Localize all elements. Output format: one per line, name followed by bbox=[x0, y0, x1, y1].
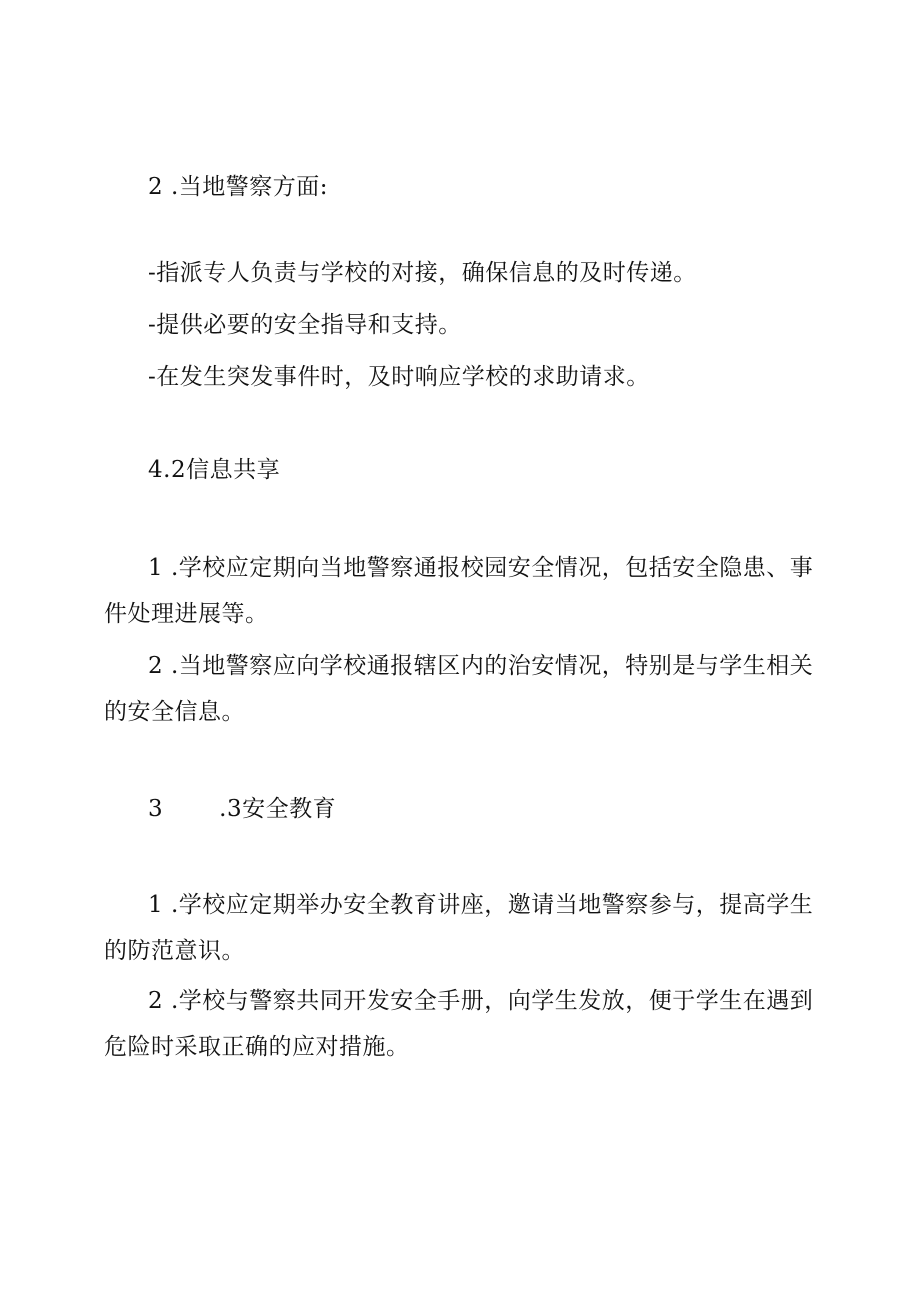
police-item: -在发生突发事件时，及时响应学校的求助请求。 bbox=[148, 364, 650, 390]
police-item: -指派专人负责与学校的对接，确保信息的及时传递。 bbox=[148, 260, 697, 286]
info-sharing-paragraph: 2 .当地警察应向学校通报辖区内的治安情况，特别是与学生相关的安全信息。 bbox=[104, 653, 814, 725]
section-number: 3 bbox=[148, 796, 164, 822]
section-heading-info-sharing: 4.2信息共享 bbox=[148, 457, 281, 483]
safety-education-paragraph: 2 .学校与警察共同开发安全手册，向学生发放，便于学生在遇到危险时采取正确的应对措施。 bbox=[104, 988, 814, 1060]
section-heading-safety-education bbox=[148, 786, 820, 832]
safety-education-paragraph: 1 .学校应定期举办安全教育讲座，邀请当地警察参与，提高学生的防范意识。 bbox=[104, 892, 814, 964]
police-heading: 2 .当地警察方面: bbox=[148, 174, 329, 200]
police-item: -提供必要的安全指导和支持。 bbox=[148, 312, 462, 338]
section-title: .3安全教育 bbox=[219, 796, 337, 822]
info-sharing-paragraph: 1 .学校应定期向当地警察通报校园安全情况，包括安全隐患、事件处理进展等。 bbox=[104, 555, 814, 627]
